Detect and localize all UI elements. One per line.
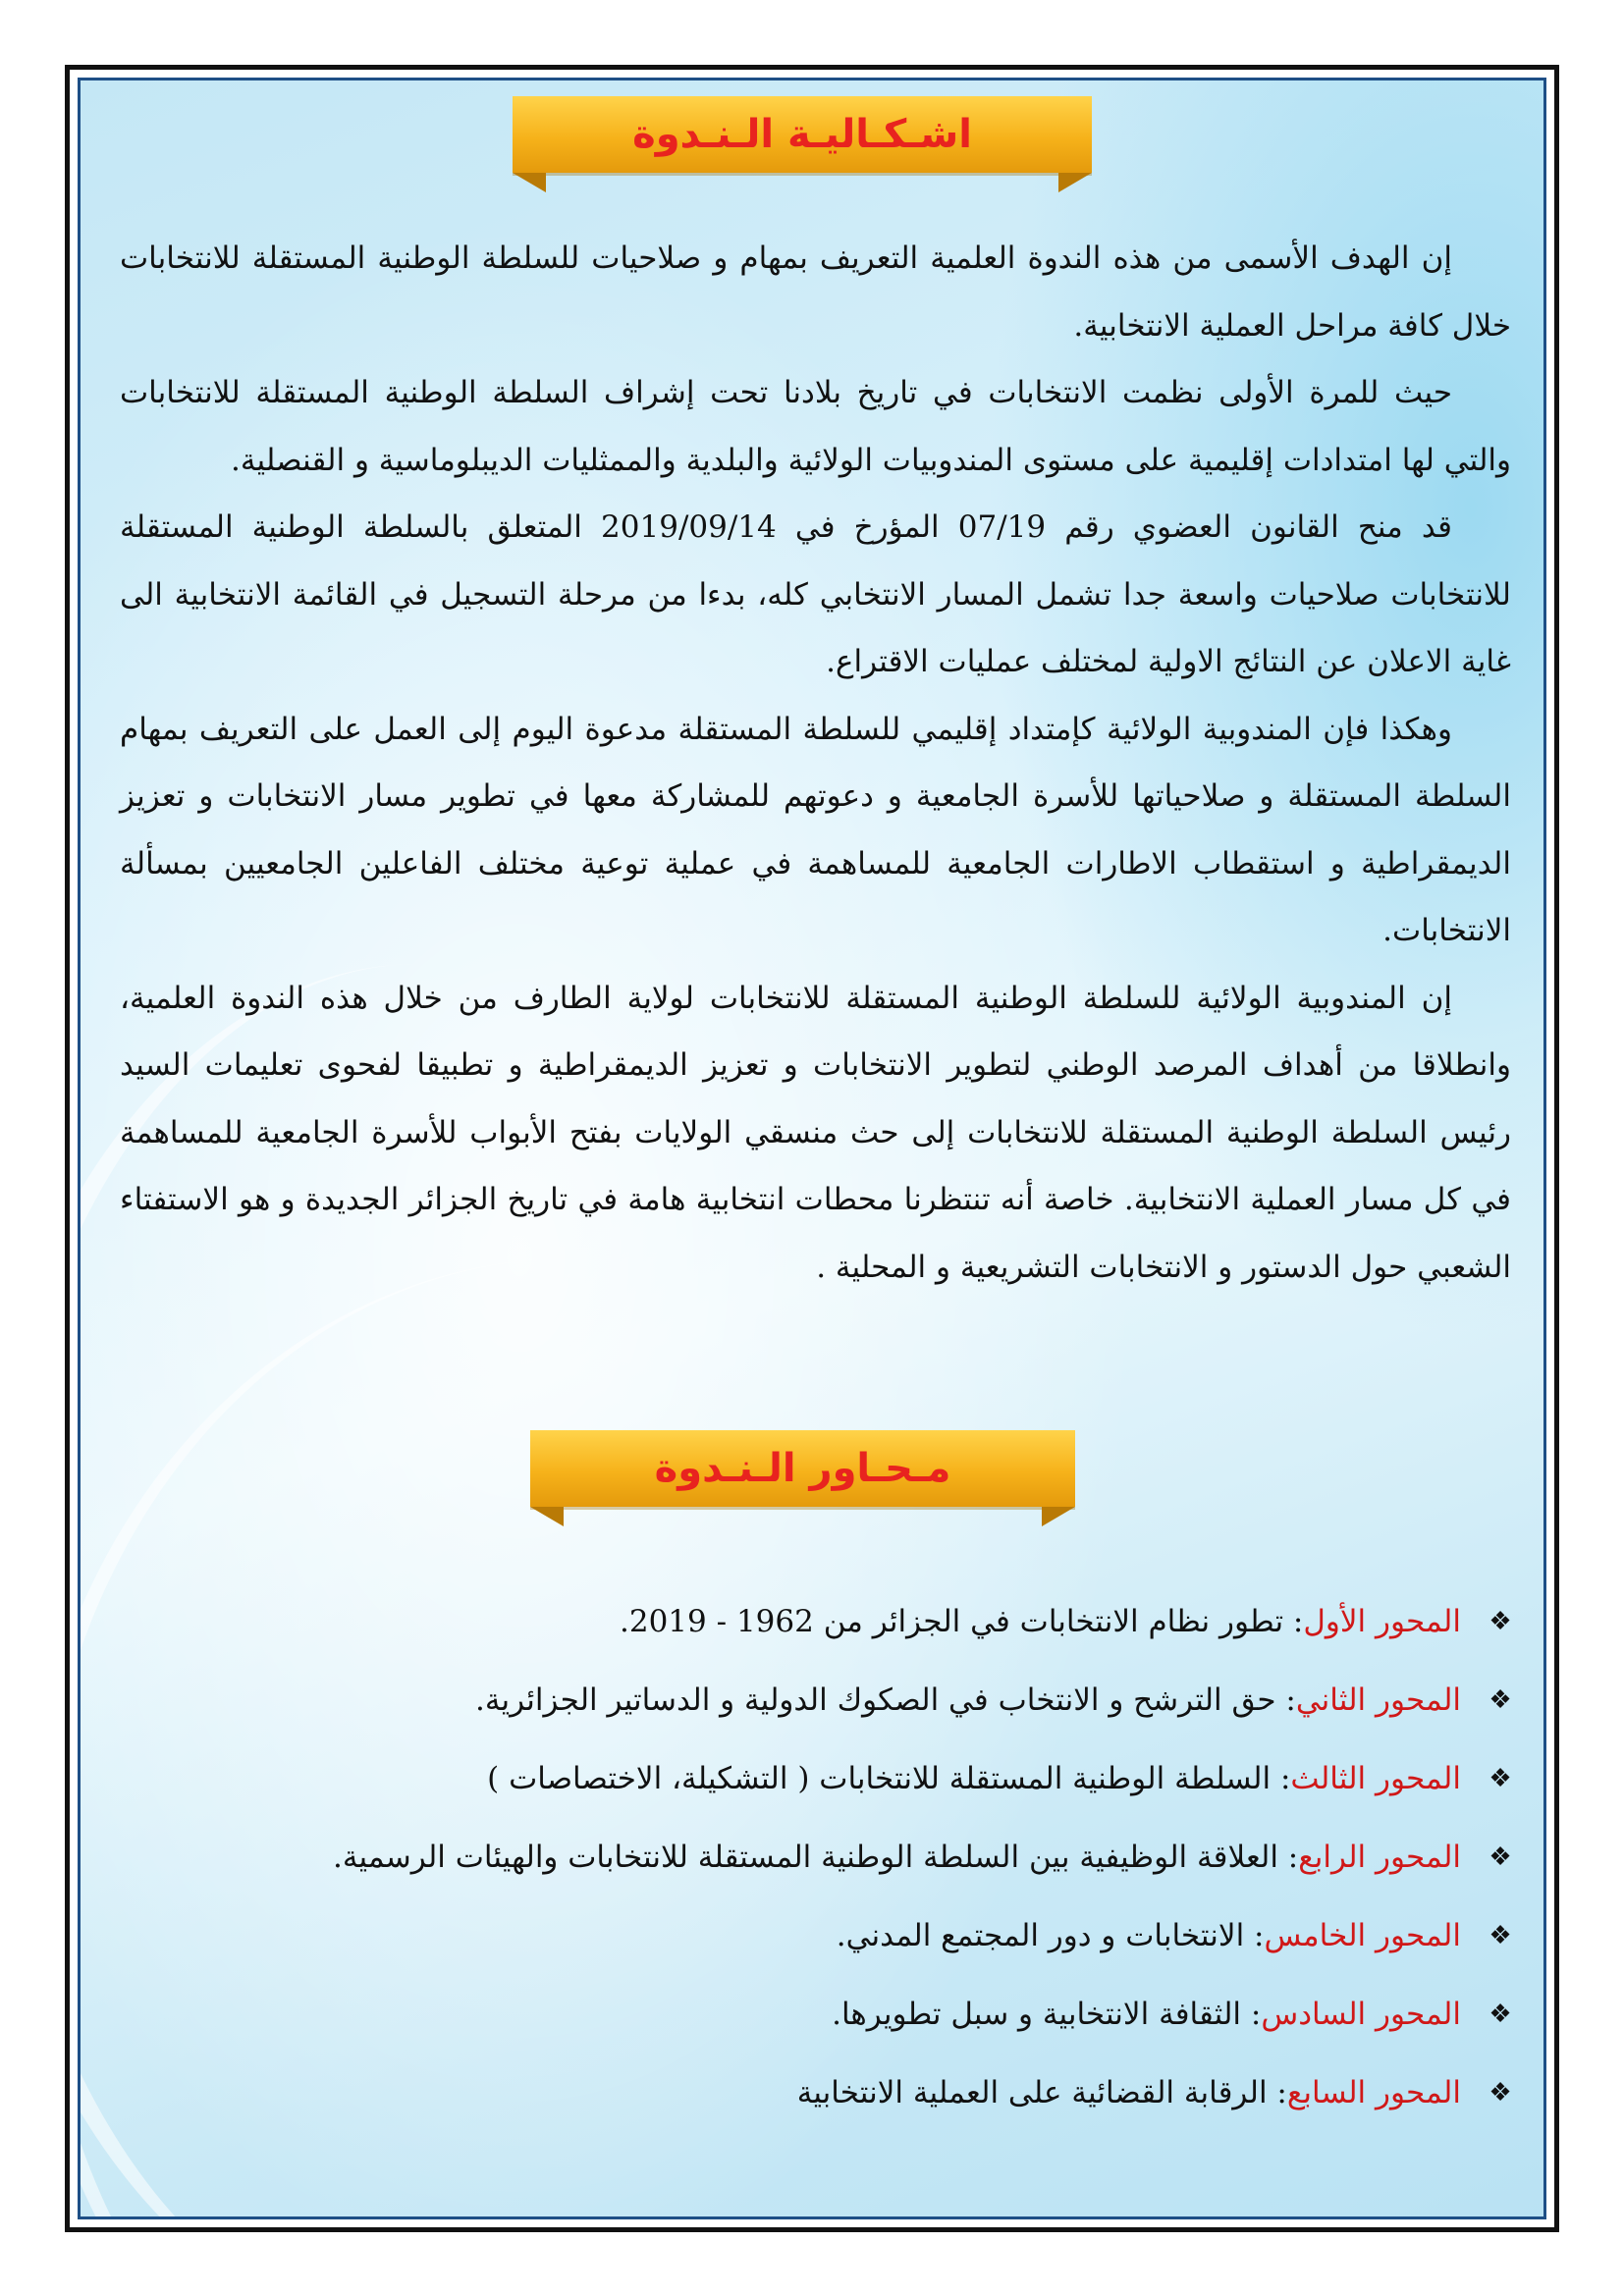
page-background	[78, 78, 1546, 2219]
axis-text: : الانتخابات و دور المجتمع المدني.	[836, 1918, 1265, 1953]
axes-title: مـحـاور الـنـدوة	[654, 1446, 951, 1491]
axis-label: المحور الخامس	[1264, 1918, 1461, 1953]
axis-text: : العلاقة الوظيفية بين السلطة الوطنية المستقلة للانتخابات والهيئات الرسمية.	[333, 1840, 1299, 1875]
page-frame	[65, 65, 1559, 2232]
diamond-bullet-icon: ❖	[1489, 1685, 1512, 1715]
diamond-bullet-icon: ❖	[1489, 2000, 1512, 2029]
problem-paragraph: إن الهدف الأسمى من هذه الندوة العلمية التعريف بمهام و صلاحيات للسلطة الوطنية المستقلة للانتخابات خلال كافة مراحل العملية الانتخابية.	[120, 240, 1511, 344]
axes-list	[139, 1582, 1514, 2132]
diamond-bullet-icon: ❖	[1489, 1764, 1512, 1793]
diamond-bullet-icon: ❖	[1489, 1607, 1512, 1636]
axis-text: : الثقافة الانتخابية و سبل تطويرها.	[832, 1997, 1262, 2032]
axis-label: المحور الثاني	[1295, 1682, 1461, 1718]
axes-title-banner	[530, 1430, 1075, 1507]
problem-paragraph: وهكذا فإن المندوبية الولائية كإمتداد إقليمي للسلطة المستقلة مدعوة اليوم إلى العمل على التعريف بمهام السلطة المستقلة و صلاحياتها للأسرة الجامعية و دعوتهم للمشاركة معها في تطوير مسار الانتخابات و تعزيز الديمقراطية و استقطاب الاطارات الجامعية للمساهمة في عملية توعية مختلف الفاعلين الجامعيين بمسألة الانتخابات.	[120, 711, 1511, 948]
axis-label: المحور الرابع	[1298, 1840, 1461, 1875]
diamond-bullet-icon: ❖	[1489, 1842, 1512, 1872]
axis-label: المحور السابع	[1286, 2075, 1461, 2110]
problem-paragraph: إن المندوبية الولائية للسلطة الوطنية المستقلة للانتخابات لولاية الطارف من خلال هذه الندوة العلمية، وانطلاقا من أهداف المرصد الوطني لتطوير الانتخابات و تعزيز الديمقراطية و تطبيقا لفحوى تعليمات السيد رئيس السلطة الوطنية المستقلة للانتخابات إلى حث منسقي الولايات بفتح الأبواب للأسرة الجامعية للمساهمة في كل مسار العملية الانتخابية. خاصة أنه تنتظرنا محطات انتخابية هامة في تاريخ الجزائر الجديدة و هو الاستفتاء الشعبي حول الدستور و الانتخابات التشريعية و المحلية .	[120, 980, 1511, 1285]
diamond-bullet-icon: ❖	[1489, 2078, 1512, 2108]
axis-item	[139, 1818, 1514, 1896]
axis-item	[139, 1896, 1514, 1975]
axis-item	[139, 1661, 1514, 1739]
problem-title: اشـكـاليـة الـنـدوة	[632, 112, 972, 157]
axis-text: : السلطة الوطنية المستقلة للانتخابات ( التشكيلة، الاختصاصات )	[487, 1761, 1291, 1796]
axis-text: : الرقابة القضائية على العملية الانتخابية	[796, 2075, 1287, 2110]
axis-item	[139, 2054, 1514, 2132]
axis-label: المحور الثالث	[1290, 1761, 1461, 1796]
axis-item	[139, 1975, 1514, 2054]
problem-body	[120, 225, 1511, 1301]
axis-item	[139, 1739, 1514, 1818]
axis-label: المحور الأول	[1303, 1604, 1461, 1639]
axis-item	[139, 1582, 1514, 1661]
problem-paragraph: قد منح القانون العضوي رقم 07/19 المؤرخ في 2019/09/14 المتعلق بالسلطة الوطنية المستقلة للانتخابات صلاحيات واسعة جدا تشمل المسار الانتخابي كله، بدءا من مرحلة التسجيل في القائمة الانتخابية الى غاية الاعلان عن النتائج الاولية لمختلف عمليات الاقتراع.	[120, 509, 1511, 679]
axis-text: : حق الترشح و الانتخاب في الصكوك الدولية و الدساتير الجزائرية.	[475, 1682, 1296, 1718]
problem-paragraph: حيث للمرة الأولى نظمت الانتخابات في تاريخ بلادنا تحت إشراف السلطة الوطنية المستقلة للانتخابات والتي لها امتدادات إقليمية على مستوى المندوبيات الولائية والبلدية والممثليات الديبلوماسية و القنصلية.	[120, 375, 1511, 478]
diamond-bullet-icon: ❖	[1489, 1921, 1512, 1950]
axis-label: المحور السادس	[1261, 1997, 1461, 2032]
problem-title-banner	[513, 96, 1092, 173]
axis-text: : تطور نظام الانتخابات في الجزائر من 1962 - 2019.	[619, 1604, 1304, 1639]
